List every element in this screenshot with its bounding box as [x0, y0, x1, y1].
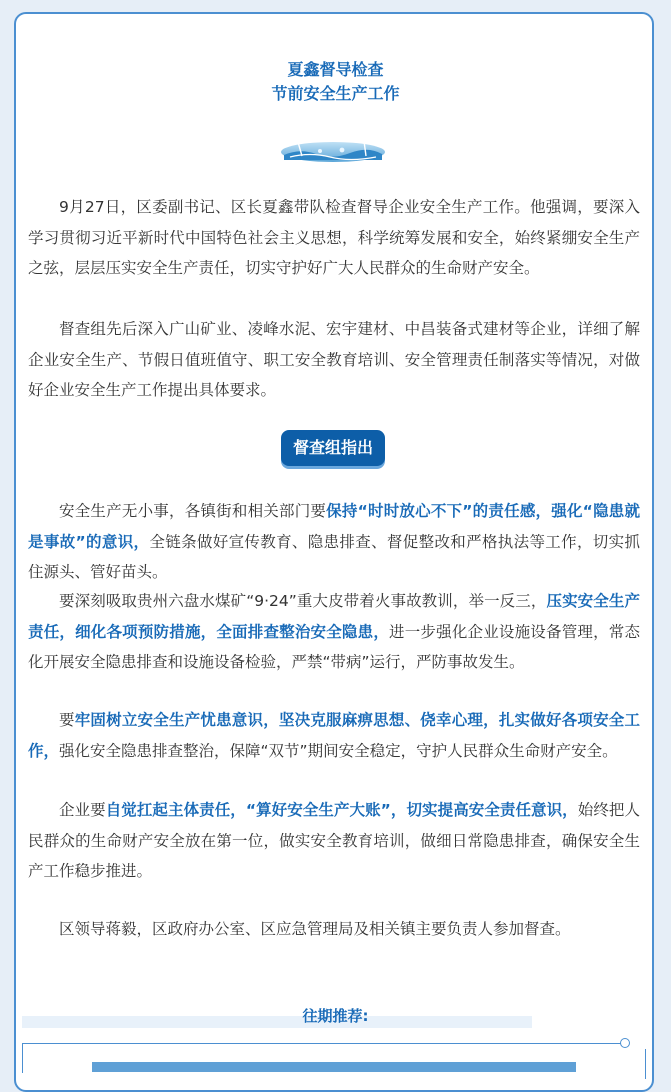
article-title-line1: 夏鑫督导检查 — [287, 60, 384, 79]
intro-paragraph-1: 9月27日，区委副书记、区长夏鑫带队检查督导企业安全生产工作。他强调，要深入学习贯彻习近平新时代中国特色社会主义思想，科学统筹发展和安全，始终紧绷安全生产之弦，层层压实安全生产责任，切实守护好广大人民群众的生命财产安全。 — [28, 198, 640, 277]
point-4-text-a: 企业要 — [59, 801, 106, 819]
section-label-badge: 督查组指出 — [281, 430, 385, 466]
point-3-text-a: 要 — [59, 711, 75, 729]
recommend-title: 往期推荐: — [302, 1007, 369, 1025]
landscape-banner-icon — [280, 138, 386, 164]
card-corner-dot-icon — [620, 1038, 630, 1048]
point-3-highlight: 牢固树立安全生产忧患意识，坚决克服麻痹思想、侥幸心理，扎实做好各项安全工作， — [28, 711, 640, 760]
point-4-highlight: 自觉扛起主体责任，“算好安全生产大账”，切实提高安全责任意识， — [105, 801, 578, 819]
point-paragraph-1 — [28, 496, 640, 588]
point-2-text-a: 要深刻吸取贵州六盘水煤矿“9·24”重大皮带着火事故教训，举一反三， — [59, 592, 547, 610]
recommend-card-border-top — [22, 1043, 622, 1044]
recommend-card-border-right — [645, 1049, 646, 1079]
point-3-text-b: 强化安全隐患排查整治，保障“双节”期间安全稳定，守护人民群众生命财产安全。 — [59, 741, 618, 760]
recommend-card-border-left — [22, 1043, 23, 1073]
point-1-highlight: 保持“时时放心不下”的责任感，强化“隐患就是事故”的意识， — [28, 502, 641, 551]
article-title-line2: 节前安全生产工作 — [271, 84, 400, 103]
point-2-highlight: 压实安全生产责任，细化各项预防措施，全面排查整治安全隐患， — [28, 592, 640, 641]
point-4-text-b: 始终把人民群众的生命财产安全放在第一位，做实安全教育培训，做细日常隐患排查，确保安全生产工作稳步推进。 — [28, 801, 640, 880]
point-paragraph-4 — [28, 795, 640, 887]
recommend-card-thumbnail[interactable] — [92, 1062, 576, 1072]
point-1-text-b: 全链条做好宣传教育、隐患排查、督促整改和严格执法等工作，切实抓住源头、管好苗头。 — [28, 532, 640, 581]
point-2-text-b: 进一步强化企业设施设备管理，常态化开展安全隐患排查和设施设备检验，严禁“带病”运行，严防事故发生。 — [28, 622, 640, 671]
point-paragraph-3 — [28, 705, 640, 766]
closing-paragraph: 区领导蒋毅，区政府办公室、区应急管理局及相关镇主要负责人参加督查。 — [59, 920, 571, 938]
point-paragraph-2 — [28, 586, 640, 678]
intro-paragraph-2: 督查组先后深入广山矿业、凌峰水泥、宏宇建材、中昌装备式建材等企业，详细了解企业安全生产、节假日值班值守、职工安全教育培训、安全管理责任制落实等情况，对做好企业安全生产工作提出具体要求。 — [28, 320, 640, 399]
point-1-text-a: 安全生产无小事，各镇街和相关部门要 — [59, 502, 327, 520]
